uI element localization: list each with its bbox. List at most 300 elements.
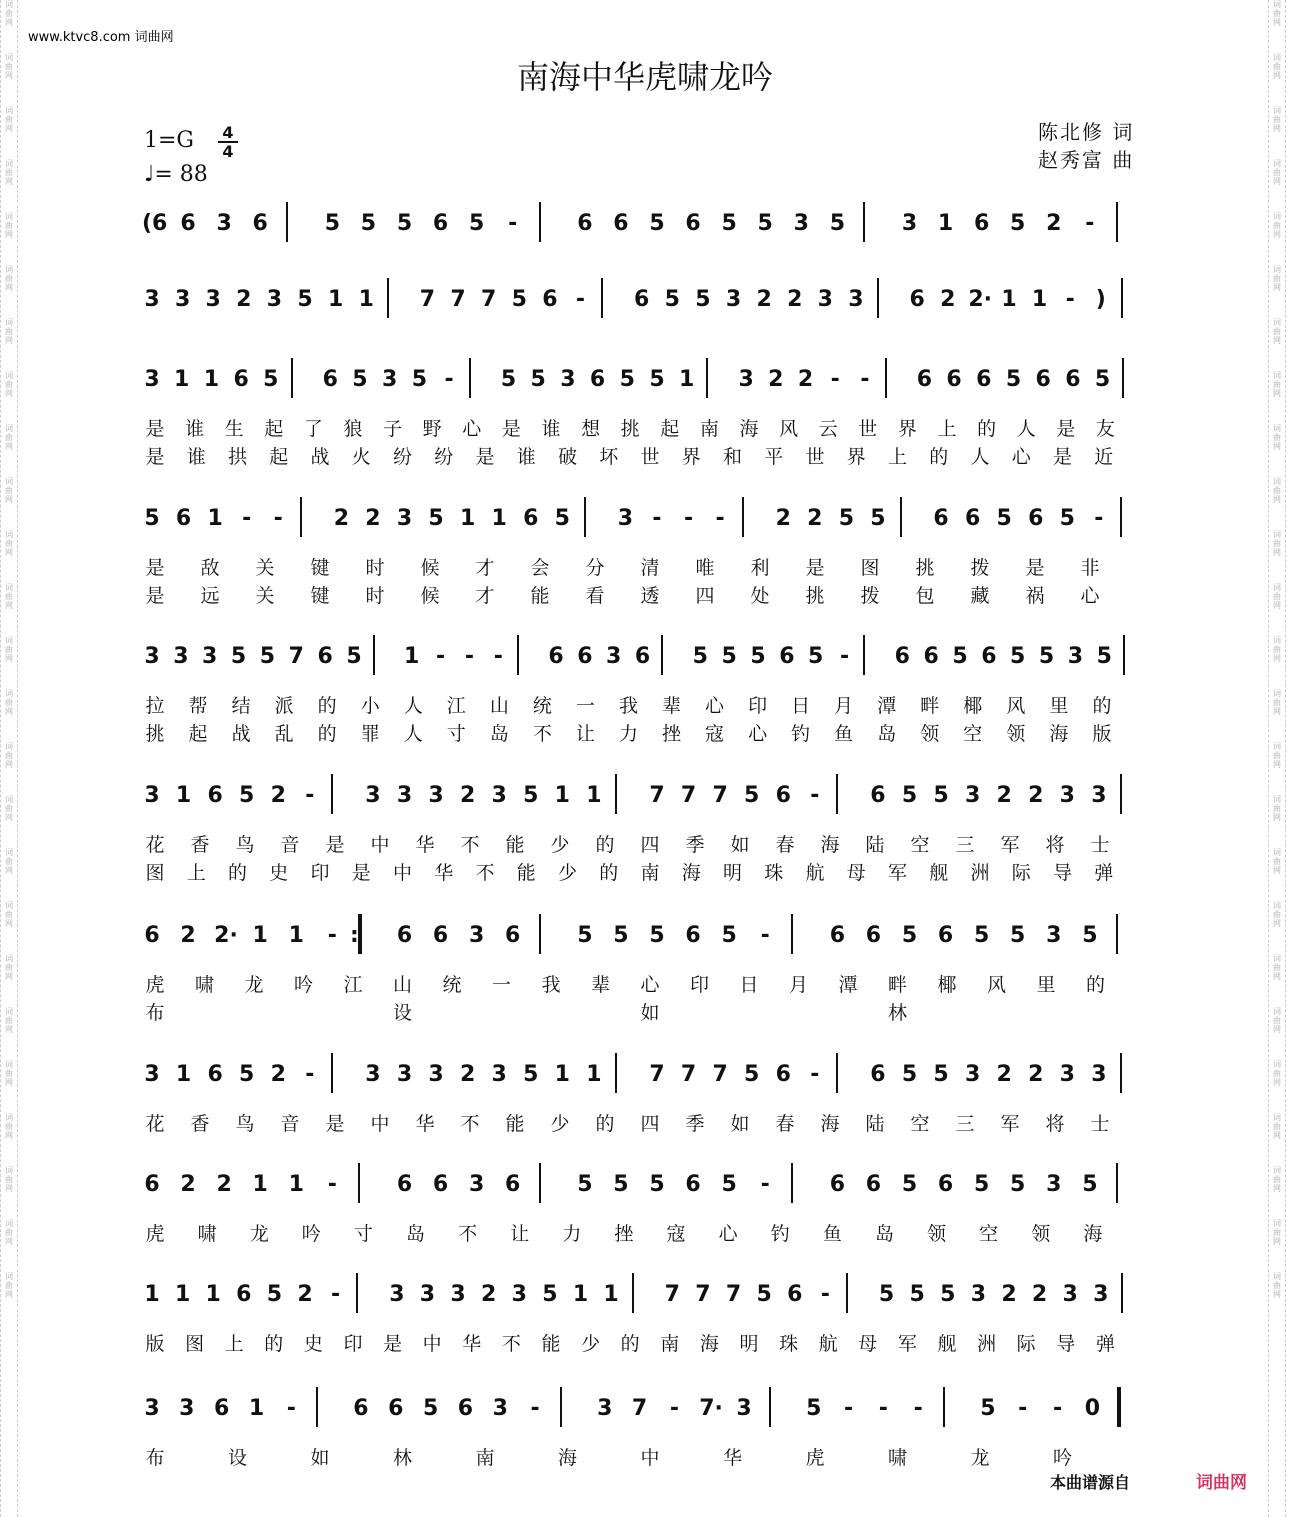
lyric-char: 心 bbox=[705, 695, 725, 717]
side-watermark-text: 词 曲 网 bbox=[1273, 1007, 1281, 1034]
note: 6 bbox=[634, 287, 650, 312]
note: 1 bbox=[203, 367, 220, 392]
lyric-char: 领 bbox=[920, 723, 940, 745]
note: 5 bbox=[263, 367, 279, 392]
note: - bbox=[1094, 506, 1104, 531]
composer-credit: 赵秀富 曲 bbox=[1038, 148, 1135, 172]
lyric-char: 上 bbox=[937, 418, 957, 440]
site-url-watermark: www.ktvc8.com 词曲网 bbox=[28, 30, 174, 45]
note: 3 bbox=[725, 287, 742, 312]
note: 5 bbox=[901, 923, 918, 948]
note: 2 bbox=[180, 1172, 196, 1197]
note: 6 bbox=[865, 923, 882, 948]
side-watermark-text: 词 曲 网 bbox=[5, 954, 13, 981]
note: 6 bbox=[933, 506, 949, 531]
lyric-char: 时 bbox=[365, 557, 385, 579]
note: 6 bbox=[916, 367, 932, 392]
notation-line bbox=[136, 782, 1156, 822]
lyric-char: 图 bbox=[185, 1333, 205, 1355]
note: 2 bbox=[768, 367, 784, 392]
note: 3 bbox=[1046, 923, 1062, 948]
lyric-char: 山 bbox=[489, 695, 509, 717]
song-title: 南海中华虎啸龙吟 bbox=[516, 58, 773, 96]
note: 5 bbox=[523, 783, 539, 808]
lyric-char: 中 bbox=[370, 1113, 390, 1135]
lyric-char: 心 bbox=[1080, 585, 1100, 607]
lyric-line bbox=[136, 442, 1156, 468]
note: 5 bbox=[901, 1062, 918, 1087]
note: 6 bbox=[144, 1172, 160, 1197]
note: 6 bbox=[787, 1282, 803, 1307]
lyric-char: 中 bbox=[640, 1447, 660, 1469]
note: 2 bbox=[1046, 211, 1062, 236]
note: 1 bbox=[288, 1172, 304, 1197]
lyric-char: 不 bbox=[501, 1333, 521, 1355]
lyric-char: 四 bbox=[640, 1113, 660, 1135]
note: 3 bbox=[216, 211, 232, 236]
note: 1 bbox=[174, 367, 190, 392]
note: 3 bbox=[1067, 644, 1084, 669]
note: 5 bbox=[346, 644, 362, 669]
note: 5 bbox=[1096, 644, 1112, 669]
bar-line bbox=[1117, 1387, 1121, 1427]
note: 5 bbox=[619, 367, 635, 392]
note: 3 bbox=[179, 1396, 195, 1421]
lyric-char: 华 bbox=[462, 1333, 482, 1355]
note: - bbox=[878, 1396, 888, 1421]
note: 3 bbox=[396, 506, 413, 531]
note: 2 bbox=[1028, 783, 1044, 808]
lyric-char: 林 bbox=[392, 1447, 412, 1469]
side-watermark-text: 词 曲 网 bbox=[5, 212, 13, 239]
note: 6 bbox=[457, 1396, 474, 1421]
lyric-char: 野 bbox=[422, 418, 442, 440]
bar-line bbox=[291, 358, 293, 398]
lyric-char: 挫 bbox=[662, 723, 682, 745]
lyric-char: 三 bbox=[955, 834, 975, 856]
bar-line bbox=[769, 1387, 771, 1427]
lyric-char: 世 bbox=[805, 446, 825, 468]
note: 5 bbox=[909, 1282, 925, 1307]
side-watermark-text: 词 曲 网 bbox=[5, 530, 13, 557]
lyric-char: 鸟 bbox=[235, 1113, 255, 1135]
lyric-char: 透 bbox=[640, 585, 660, 607]
note: 3 bbox=[450, 1282, 466, 1307]
note: 3 bbox=[144, 1396, 160, 1421]
lyric-char: 印 bbox=[310, 862, 330, 884]
bar-line bbox=[584, 497, 586, 537]
lyric-char: 云 bbox=[818, 418, 838, 440]
note: 6 bbox=[779, 644, 795, 669]
lyric-char: 界 bbox=[681, 446, 701, 468]
note: 5 bbox=[530, 367, 546, 392]
lyric-char: 不 bbox=[532, 723, 552, 745]
note: 6 bbox=[577, 211, 593, 236]
lyric-char: 心 bbox=[748, 723, 768, 745]
lyric-char: 少 bbox=[550, 834, 570, 856]
note: 2 bbox=[1028, 1062, 1044, 1087]
lyric-char: 的 bbox=[227, 862, 247, 884]
lyric-char: 是 bbox=[145, 418, 165, 440]
note: - bbox=[242, 506, 252, 531]
lyric-char: 中 bbox=[422, 1333, 442, 1355]
note: 3 bbox=[848, 287, 864, 312]
note: 6 bbox=[207, 1062, 223, 1087]
side-watermark-text: 词 曲 网 bbox=[1273, 106, 1281, 133]
side-watermark-text: 词 曲 网 bbox=[1273, 53, 1281, 80]
lyric-char: 友 bbox=[1095, 418, 1115, 440]
note: 5 bbox=[511, 287, 527, 312]
lyric-char: 空 bbox=[979, 1223, 999, 1245]
lyric-char: 江 bbox=[343, 974, 363, 996]
note: 7 bbox=[725, 1282, 742, 1307]
lyric-char: 一 bbox=[575, 695, 595, 717]
side-watermark-text: 词 曲 网 bbox=[5, 106, 13, 133]
note: 1 bbox=[554, 783, 570, 808]
side-watermark-text: 词 曲 网 bbox=[1273, 848, 1281, 875]
note: 2· bbox=[968, 287, 993, 312]
lyric-char: 人 bbox=[403, 723, 423, 745]
lyric-char: 是 bbox=[501, 418, 521, 440]
note: 5 bbox=[692, 644, 708, 669]
bar-line bbox=[706, 358, 708, 398]
notation-line bbox=[136, 286, 1156, 326]
note: 5 bbox=[468, 211, 485, 236]
lyric-char: 印 bbox=[689, 974, 709, 996]
lyric-line bbox=[136, 1219, 1156, 1245]
lyric-char: 母 bbox=[846, 862, 866, 884]
bar-line bbox=[615, 1053, 617, 1093]
note: 3 bbox=[560, 367, 576, 392]
lyric-char: 拨 bbox=[970, 557, 990, 579]
note: - bbox=[444, 367, 454, 392]
note: 6 bbox=[175, 506, 192, 531]
lyric-char: 龙 bbox=[970, 1447, 990, 1469]
lyric-char: 南 bbox=[475, 1447, 495, 1469]
lyric-char: 季 bbox=[685, 834, 705, 856]
note: 7 bbox=[664, 1282, 680, 1307]
note: 1 bbox=[175, 783, 192, 808]
note: 1 bbox=[586, 1062, 602, 1087]
lyric-char: 四 bbox=[695, 585, 715, 607]
note: 5 bbox=[933, 1062, 949, 1087]
lyric-char: 派 bbox=[274, 695, 294, 717]
side-watermark-text: 词 曲 网 bbox=[5, 1060, 13, 1087]
note: 5 bbox=[500, 367, 517, 392]
lyric-char: 的 bbox=[599, 862, 619, 884]
note: 3 bbox=[144, 287, 160, 312]
note: 3 bbox=[1091, 783, 1107, 808]
side-watermark-text: 词 曲 网 bbox=[1273, 1060, 1281, 1087]
lyric-char: 分 bbox=[585, 557, 605, 579]
side-watermark-text: 词 曲 网 bbox=[5, 583, 13, 610]
note: 6 bbox=[634, 644, 651, 669]
lyric-char: 军 bbox=[887, 862, 907, 884]
lyric-char: 南 bbox=[640, 862, 660, 884]
lyric-char: 椰 bbox=[963, 695, 983, 717]
note: 6 bbox=[144, 923, 160, 948]
lyric-char: 椰 bbox=[937, 974, 957, 996]
lyric-char: 的 bbox=[317, 695, 337, 717]
lyric-char: 敌 bbox=[200, 557, 220, 579]
bar-line bbox=[1116, 202, 1118, 242]
notation-line bbox=[136, 210, 1156, 250]
lyric-char: 纷 bbox=[392, 446, 412, 468]
lyric-char: 如 bbox=[730, 834, 750, 856]
note: 5 bbox=[577, 923, 593, 948]
bar-line bbox=[539, 914, 541, 954]
note: 3 bbox=[144, 644, 160, 669]
note: 1 bbox=[491, 506, 507, 531]
lyric-char: 心 bbox=[1011, 446, 1031, 468]
note: 5 bbox=[1059, 506, 1075, 531]
notation-line bbox=[136, 1061, 1156, 1101]
note: 5 bbox=[721, 923, 737, 948]
note: - bbox=[843, 1396, 854, 1421]
note: 6 bbox=[1028, 506, 1044, 531]
lyric-char: 挑 bbox=[145, 723, 165, 745]
right-watermark-strip bbox=[1268, 0, 1286, 1517]
lyric-char: 键 bbox=[310, 585, 330, 607]
lyric-char: 四 bbox=[640, 834, 660, 856]
note: 5 bbox=[144, 506, 160, 531]
note: 3 bbox=[205, 287, 221, 312]
note: 5 bbox=[695, 287, 711, 312]
note: 1 bbox=[1031, 287, 1048, 312]
lyric-char: 鱼 bbox=[834, 723, 854, 745]
side-watermark-text: 词 曲 网 bbox=[5, 1219, 13, 1246]
lyric-char: 帮 bbox=[188, 695, 208, 717]
lyric-char: 海 bbox=[739, 418, 759, 440]
lyric-char: 里 bbox=[1049, 695, 1069, 717]
repeat-sign: : bbox=[350, 923, 359, 948]
lyric-char: 如 bbox=[310, 1447, 330, 1469]
lyric-char: 鱼 bbox=[822, 1223, 842, 1245]
lyric-char: 际 bbox=[1016, 1333, 1036, 1355]
note: 2 bbox=[996, 783, 1012, 808]
note: 6 bbox=[432, 211, 449, 236]
note: 6 bbox=[685, 1172, 701, 1197]
note: 5 bbox=[750, 644, 766, 669]
note: 1 bbox=[174, 1282, 191, 1307]
note: 7 bbox=[649, 1062, 665, 1087]
note: 2 bbox=[807, 506, 823, 531]
bar-line bbox=[316, 1387, 318, 1427]
lyric-char: 平 bbox=[764, 446, 784, 468]
note: 5 bbox=[838, 506, 855, 531]
lyric-char: 才 bbox=[475, 557, 495, 579]
lyric-char: 印 bbox=[343, 1333, 363, 1355]
lyric-char: 吟 bbox=[301, 1223, 321, 1245]
lyric-char: 啸 bbox=[887, 1447, 907, 1469]
lyric-char: 潭 bbox=[838, 974, 858, 996]
note: 3 bbox=[1059, 783, 1075, 808]
lyric-char: 华 bbox=[434, 862, 454, 884]
note: 5 bbox=[952, 644, 968, 669]
lyric-char: 狼 bbox=[343, 418, 363, 440]
lyric-char: 寇 bbox=[666, 1223, 686, 1245]
note: 5 bbox=[933, 783, 949, 808]
note: - bbox=[715, 506, 725, 531]
note: 3 bbox=[1046, 1172, 1062, 1197]
lyric-char: 近 bbox=[1094, 446, 1114, 468]
lyric-char: 啸 bbox=[194, 974, 214, 996]
note: 1 bbox=[175, 1062, 192, 1087]
lyric-char: 能 bbox=[516, 862, 536, 884]
side-watermark-text: 词 曲 网 bbox=[5, 689, 13, 716]
lyric-char: 岛 bbox=[406, 1223, 426, 1245]
lyric-char: 是 bbox=[145, 585, 165, 607]
lyric-char: 谁 bbox=[541, 418, 561, 440]
lyric-char: 少 bbox=[550, 1113, 570, 1135]
notation-line bbox=[136, 1171, 1156, 1211]
lyric-char: 关 bbox=[255, 585, 275, 607]
note: 5 bbox=[1094, 367, 1111, 392]
lyric-char: 清 bbox=[640, 557, 660, 579]
note: 5 bbox=[230, 644, 247, 669]
side-watermark-text: 词 曲 网 bbox=[1273, 1272, 1281, 1299]
bar-line bbox=[863, 202, 865, 242]
note: 6 bbox=[870, 783, 886, 808]
lyric-char: 火 bbox=[351, 446, 371, 468]
note: (6 bbox=[142, 211, 168, 236]
side-watermark-text: 词 曲 网 bbox=[5, 795, 13, 822]
lyric-char: 陆 bbox=[865, 1113, 885, 1135]
note: 6 bbox=[1035, 367, 1051, 392]
lyric-char: 虎 bbox=[145, 974, 165, 996]
notation-line bbox=[136, 1395, 1156, 1435]
lyric-char: 是 bbox=[475, 446, 495, 468]
lyric-char: 处 bbox=[750, 585, 770, 607]
lyric-char: 能 bbox=[541, 1333, 561, 1355]
lyric-char: 南 bbox=[660, 1333, 680, 1355]
note: 2 bbox=[297, 1282, 313, 1307]
note: 1 bbox=[404, 644, 420, 669]
note: 6 bbox=[865, 1172, 882, 1197]
lyric-char: 版 bbox=[1092, 723, 1112, 745]
lyric-char: 军 bbox=[897, 1333, 917, 1355]
note: 5 bbox=[901, 1172, 918, 1197]
lyric-char: 吟 bbox=[1052, 1447, 1072, 1469]
note: 6 bbox=[685, 211, 701, 236]
note: ) bbox=[1095, 287, 1106, 312]
note: 1 bbox=[603, 1282, 619, 1307]
bar-line bbox=[331, 1053, 333, 1093]
side-watermark-text: 词 曲 网 bbox=[1273, 265, 1281, 292]
note: 5 bbox=[721, 211, 737, 236]
side-watermark-text: 词 曲 网 bbox=[1273, 795, 1281, 822]
note: 6 bbox=[909, 287, 925, 312]
lyric-char: 洲 bbox=[970, 862, 990, 884]
lyric-char: 的 bbox=[264, 1333, 284, 1355]
bar-line bbox=[791, 914, 793, 954]
note: 3 bbox=[428, 1062, 444, 1087]
lyric-char: 统 bbox=[532, 695, 552, 717]
side-watermark-text: 词 曲 网 bbox=[5, 318, 13, 345]
note: 3 bbox=[736, 1396, 752, 1421]
lyric-char: 的 bbox=[977, 418, 997, 440]
lyric-char: 才 bbox=[475, 585, 495, 607]
note: 3 bbox=[365, 783, 381, 808]
note: - bbox=[860, 367, 870, 392]
lyric-char: 了 bbox=[303, 418, 323, 440]
note: 3 bbox=[1062, 1282, 1078, 1307]
note: 5 bbox=[721, 1172, 737, 1197]
lyric-char: 史 bbox=[269, 862, 289, 884]
lyric-char: 潭 bbox=[877, 695, 897, 717]
lyric-char: 领 bbox=[1031, 1223, 1051, 1245]
lyric-line bbox=[136, 581, 1156, 607]
lyric-char: 上 bbox=[186, 862, 206, 884]
note: - bbox=[820, 1282, 830, 1307]
lyric-char: 起 bbox=[660, 418, 680, 440]
lyric-char: 中 bbox=[370, 834, 390, 856]
note: 2 bbox=[797, 367, 814, 392]
lyric-char: 我 bbox=[541, 974, 561, 996]
lyric-char: 不 bbox=[460, 834, 480, 856]
lyric-char: 挑 bbox=[915, 557, 935, 579]
note: 3 bbox=[617, 506, 634, 531]
note: - bbox=[760, 1172, 770, 1197]
lyric-char: 统 bbox=[442, 974, 462, 996]
lyric-char: 拉 bbox=[145, 695, 165, 717]
lyric-char: 空 bbox=[963, 723, 983, 745]
time-signature-bottom: 4 bbox=[218, 141, 238, 160]
note: 6 bbox=[353, 1396, 369, 1421]
lyric-char: 日 bbox=[739, 974, 759, 996]
lyric-line bbox=[136, 998, 1156, 1024]
side-watermark-text: 词 曲 网 bbox=[1273, 636, 1281, 663]
note: 3 bbox=[964, 1062, 981, 1087]
note: 1 bbox=[459, 506, 476, 531]
lyric-char: 香 bbox=[190, 1113, 210, 1135]
bar-line bbox=[517, 635, 519, 675]
side-watermark-text: 词 曲 网 bbox=[5, 53, 13, 80]
lyric-char: 我 bbox=[618, 695, 638, 717]
note: - bbox=[913, 1396, 923, 1421]
lyric-char: 拱 bbox=[227, 446, 247, 468]
side-watermark-text: 词 曲 网 bbox=[1273, 742, 1281, 769]
lyric-char: 能 bbox=[530, 585, 550, 607]
note: 5 bbox=[297, 287, 313, 312]
note: 5 bbox=[973, 923, 990, 948]
note: 2· bbox=[214, 923, 238, 948]
note: 5 bbox=[360, 211, 377, 236]
lyric-char: 鸟 bbox=[235, 834, 255, 856]
note: 3 bbox=[817, 287, 833, 312]
lyric-char: 月 bbox=[834, 695, 854, 717]
note: 2 bbox=[1001, 1282, 1017, 1307]
lyric-char: 谁 bbox=[516, 446, 536, 468]
note: - bbox=[1065, 287, 1075, 312]
note: - bbox=[760, 923, 770, 948]
note: 2 bbox=[459, 1062, 476, 1087]
lyric-char: 领 bbox=[927, 1223, 947, 1245]
lyric-char: 利 bbox=[750, 557, 770, 579]
lyric-char: 江 bbox=[446, 695, 466, 717]
lyric-char: 唯 bbox=[695, 557, 715, 579]
note: 5 bbox=[744, 783, 760, 808]
lyric-char: 想 bbox=[581, 418, 601, 440]
lyric-line bbox=[136, 691, 1156, 717]
note: - bbox=[652, 506, 662, 531]
bar-line bbox=[615, 774, 617, 814]
lyric-char: 空 bbox=[910, 1113, 930, 1135]
lyric-line bbox=[136, 1109, 1156, 1135]
lyric-char: 让 bbox=[575, 723, 595, 745]
lyric-char: 日 bbox=[791, 695, 811, 717]
note: 5 bbox=[649, 923, 665, 948]
